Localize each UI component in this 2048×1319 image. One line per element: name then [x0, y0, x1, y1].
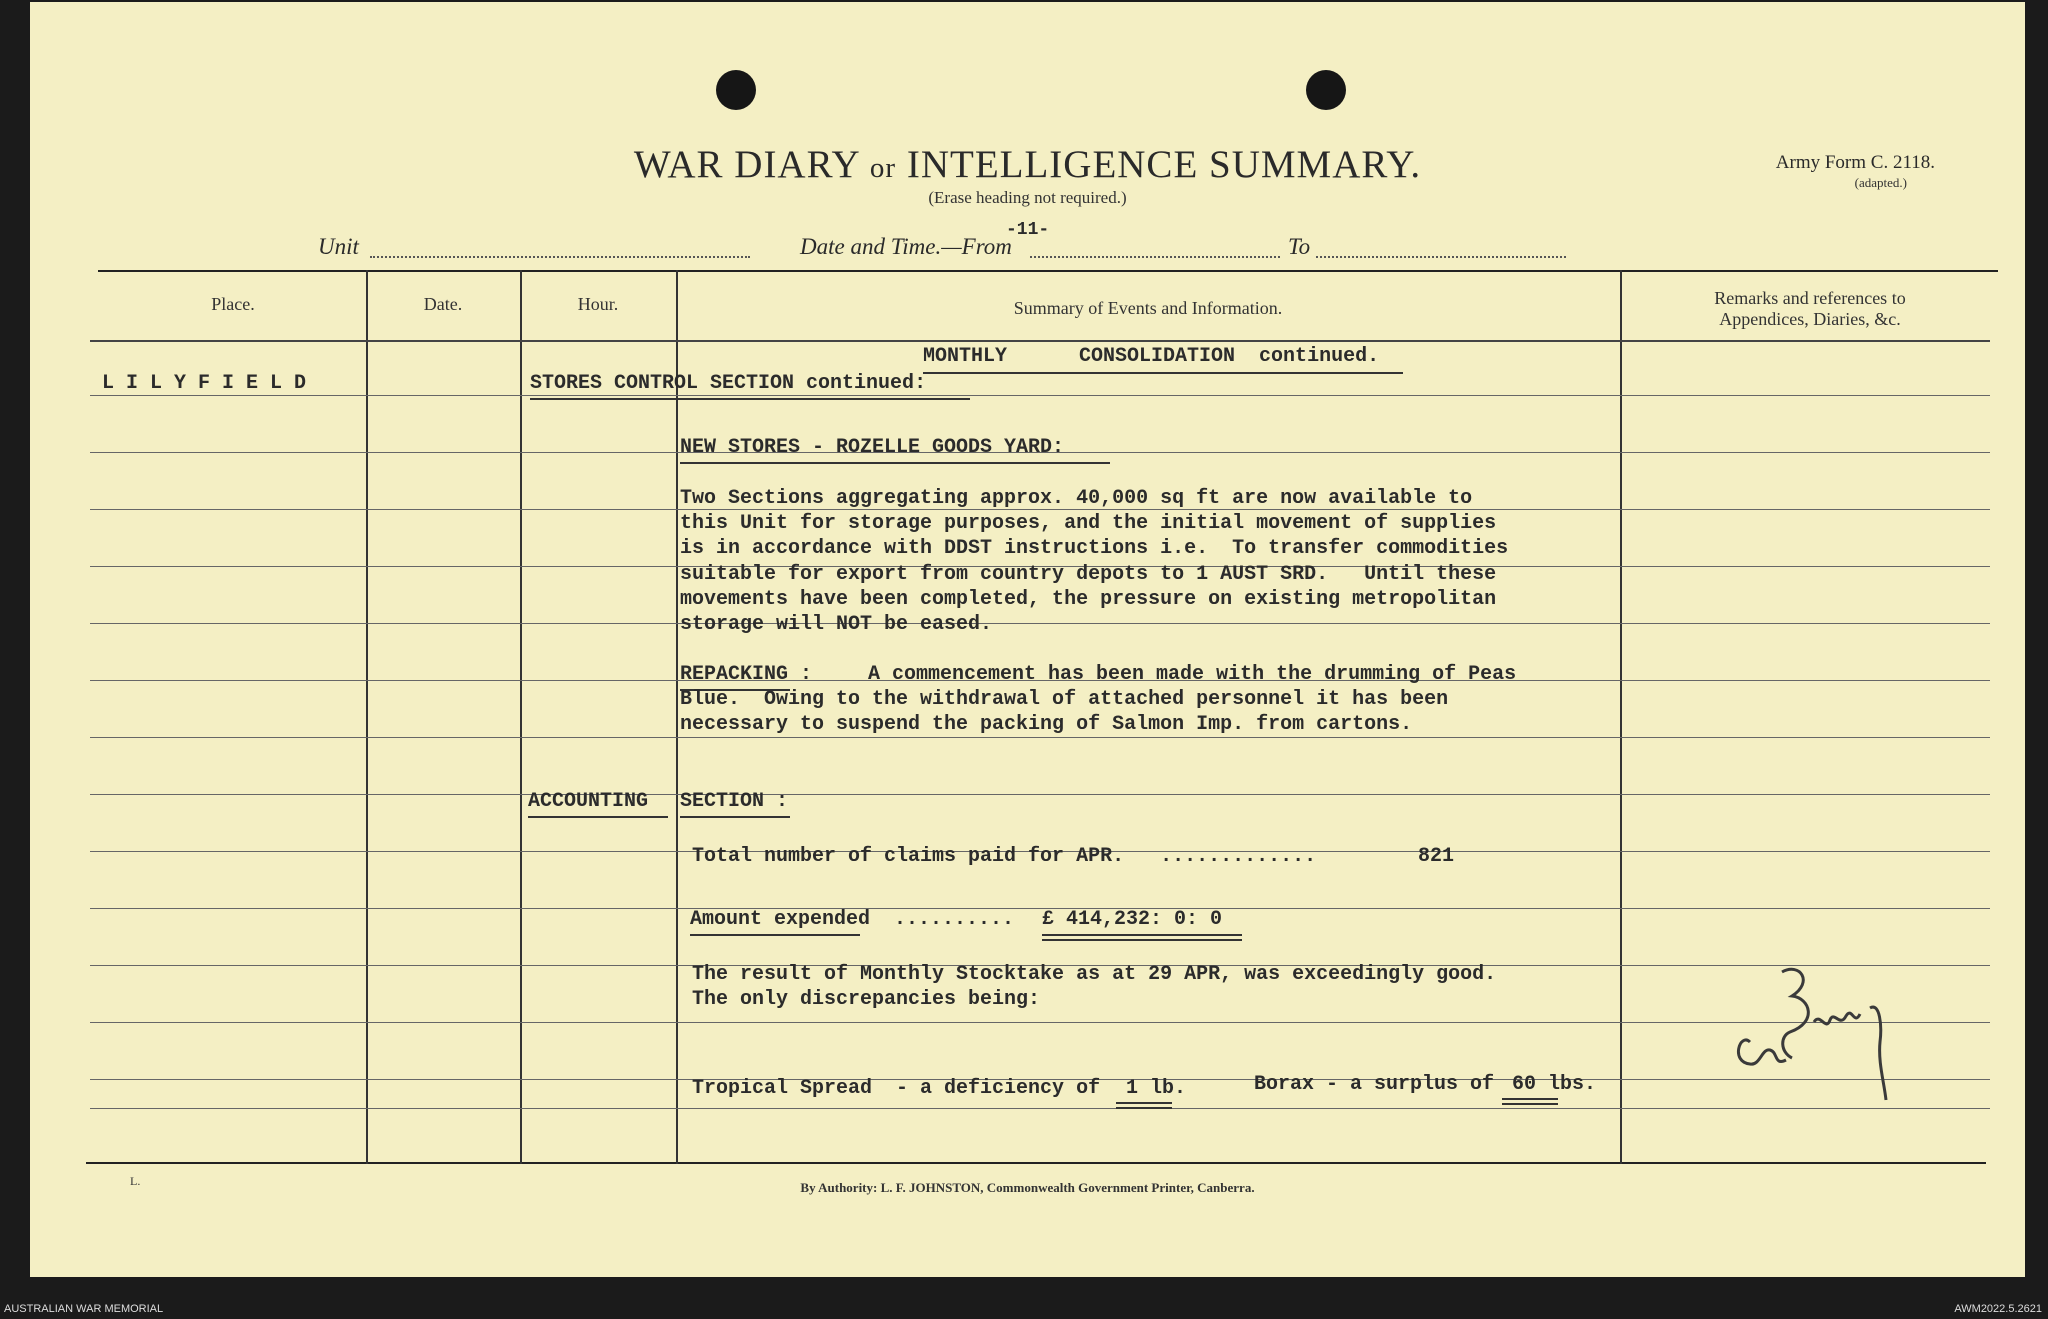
column-header-remarks: Remarks and references to Appendices, Diaries, &c.	[1714, 288, 1906, 329]
repacking-label: REPACKING :	[680, 663, 813, 686]
accounting-underline	[528, 816, 668, 818]
amount-value-underline-1	[1042, 934, 1242, 936]
amount-text-underline	[690, 934, 860, 936]
footer-left-mark: L.	[130, 1174, 141, 1188]
table-bottom-border	[86, 1162, 1986, 1164]
page-number: -11-	[1006, 220, 1050, 240]
repacking-text: A commencement has been made with the drumming of Peas	[820, 663, 1517, 686]
consolidation-heading-underline	[923, 372, 1403, 374]
rule-14	[90, 1108, 1990, 1109]
new-stores-heading: NEW STORES - ROZELLE GOODS YARD:	[680, 436, 1065, 459]
rule-5	[90, 623, 1990, 624]
form-subtitle: (Erase heading not required.)	[928, 188, 1127, 207]
column-header-hour: Hour.	[577, 294, 619, 314]
stores-control-heading: STORES CONTROL SECTION continued:	[530, 372, 927, 395]
amount-value-underline-2	[1042, 939, 1242, 941]
accounting-hour-label: ACCOUNTING	[528, 790, 649, 813]
column-divider-summary	[1620, 270, 1622, 1164]
borax-text: Borax - a surplus of	[1254, 1073, 1495, 1096]
tropical-underline-1	[1116, 1102, 1172, 1104]
repacking-line-3: necessary to suspend the packing of Salmon Imp. from cartons.	[680, 713, 1413, 736]
rule-10	[90, 908, 1990, 909]
stocktake-line-1: The result of Monthly Stocktake as at 29 APR, was exceedingly good.	[692, 963, 1497, 986]
stores-control-underline	[530, 398, 970, 400]
new-stores-underline	[680, 462, 1110, 464]
column-divider-place	[366, 270, 368, 1164]
army-form-number: Army Form C. 2118.	[1775, 152, 1935, 173]
army-form-adapted: (adapted.)	[1854, 175, 1907, 190]
rule-7	[90, 737, 1990, 738]
amount-text: Amount expended ..........	[690, 908, 1015, 931]
tropical-spread-text: Tropical Spread - a deficiency of	[692, 1077, 1101, 1100]
accounting-section-underline	[680, 816, 790, 818]
form-title: WAR DIARY or INTELLIGENCE SUMMARY.	[633, 143, 1422, 186]
header-rule	[90, 340, 1990, 342]
para-line: Two Sections aggregating approx. 40,000 sq ft are now available to	[680, 487, 1473, 510]
para-line: this Unit for storage purposes, and the initial movement of supplies	[680, 512, 1497, 535]
archive-caption-right: AWM2022.5.2621	[1954, 1303, 2042, 1315]
borax-underline-1	[1502, 1098, 1558, 1100]
printer-authority: By Authority: L. F. JOHNSTON, Commonwealth Government Printer, Canberra.	[800, 1180, 1255, 1195]
column-divider-date	[520, 270, 522, 1164]
punch-hole-right	[1306, 70, 1346, 110]
rule-12	[90, 1022, 1990, 1023]
archive-caption-left: AUSTRALIAN WAR MEMORIAL	[4, 1303, 164, 1315]
tropical-underline-2	[1116, 1107, 1172, 1109]
rule-1	[90, 395, 1990, 396]
borax-value: 60 lbs.	[1512, 1073, 1597, 1096]
unit-label: Unit	[318, 234, 359, 259]
para-line: suitable for export from country depots to 1 AUST SRD. Until these	[680, 563, 1497, 586]
to-label: To	[1288, 234, 1311, 259]
unit-field-line	[370, 256, 750, 258]
column-header-summary: Summary of Events and Information.	[1013, 298, 1283, 318]
punch-hole-left	[716, 70, 756, 110]
column-divider-hour	[676, 270, 678, 1164]
column-header-date: Date.	[423, 294, 463, 314]
claims-value: 821	[1418, 845, 1455, 868]
para-line: movements have been completed, the pressure on existing metropolitan	[680, 588, 1497, 611]
claims-text: Total number of claims paid for APR. .............	[692, 845, 1317, 868]
consolidation-heading: MONTHLY CONSOLIDATION continued.	[923, 345, 1380, 368]
handwritten-signature	[1730, 962, 1920, 1102]
tropical-spread-value: 1 lb.	[1126, 1077, 1187, 1100]
diary-sheet	[30, 2, 2025, 1277]
accounting-section-label: SECTION :	[680, 790, 789, 813]
stocktake-line-2: The only discrepancies being:	[692, 988, 1041, 1011]
column-header-place: Place.	[211, 294, 255, 314]
para-line: storage will NOT be eased.	[680, 613, 993, 636]
rule-8	[90, 794, 1990, 795]
date-time-label: Date and Time.—From	[800, 234, 1012, 259]
para-line: is in accordance with DDST instructions i.e. To transfer commodities	[680, 537, 1509, 560]
table-top-border	[98, 270, 1998, 272]
from-field-line	[1030, 256, 1280, 258]
to-field-line	[1316, 256, 1566, 258]
place-lilyfield: L I L Y F I E L D	[102, 372, 307, 395]
borax-underline-2	[1502, 1103, 1558, 1105]
amount-value: £ 414,232: 0: 0	[1042, 908, 1223, 931]
repacking-line-2: Blue. Owing to the withdrawal of attached personnel it has been	[680, 688, 1449, 711]
